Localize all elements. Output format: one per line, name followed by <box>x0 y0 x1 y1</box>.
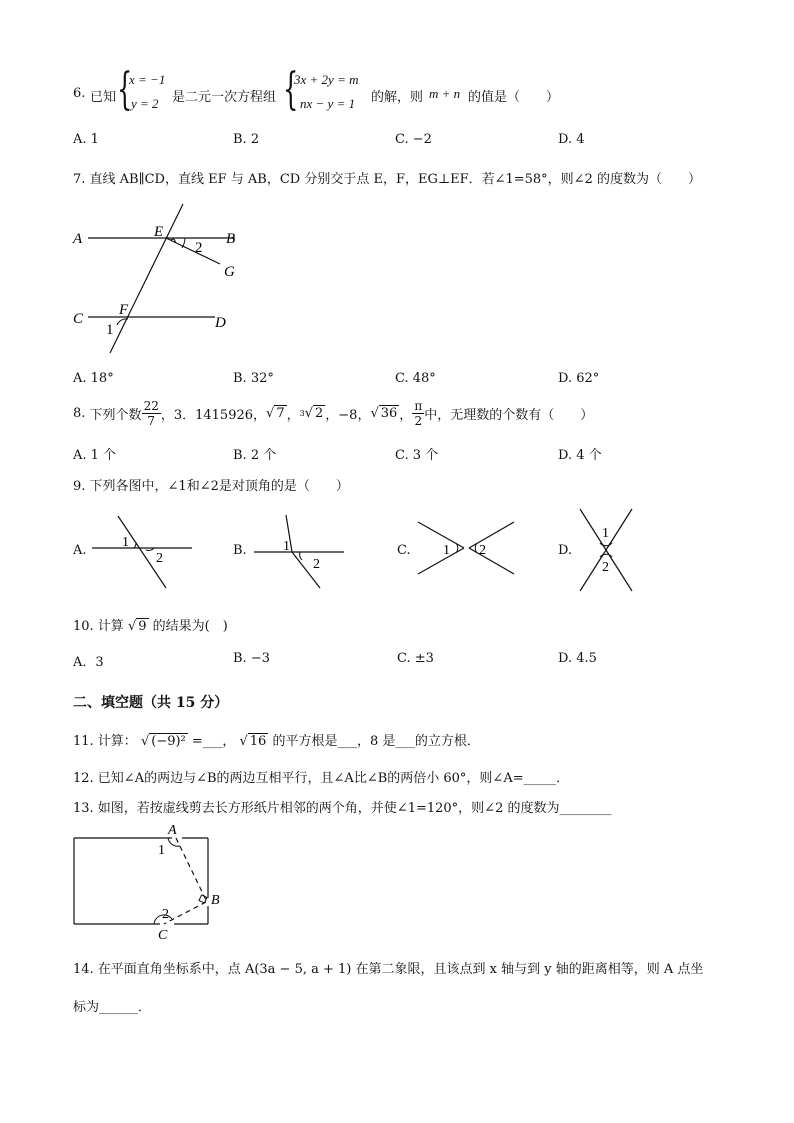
q9-figure-b <box>250 512 350 592</box>
q8-option-a: A. 1 个 <box>73 448 117 463</box>
q6-option-d: D. 4 <box>558 132 585 147</box>
q10-text-1: 10. 计算 <box>73 619 124 634</box>
q6-option-c: C. −2 <box>395 132 432 147</box>
q9b-label-1: 1 <box>283 539 290 554</box>
q9-option-a-letter: A. <box>73 543 87 558</box>
q7-option-b: B. 32° <box>233 371 274 386</box>
sqrt-icon: √ <box>370 405 379 421</box>
q9-figure-a <box>88 512 198 592</box>
sqrt-icon: √ <box>266 405 275 421</box>
q11-root2: 16 <box>249 734 267 749</box>
q9a-label-1: 1 <box>122 535 129 550</box>
q8-root2: 2 <box>315 406 324 421</box>
q6-text-3: 的解，则 <box>371 90 424 105</box>
q9-option-d-letter: D. <box>558 543 573 558</box>
q9d-label-1: 1 <box>602 526 609 541</box>
q13-text: 13. 如图，若按虚线剪去长方形纸片相邻的两个角，并使∠1=120°，则∠2 的度数为________ <box>73 801 612 816</box>
q11-line <box>73 730 480 749</box>
q8-fraction-22-7 <box>142 399 161 428</box>
q14-line-2: 标为______． <box>73 1000 152 1015</box>
q8-root3: 36 <box>380 406 398 421</box>
q11-text-3: 的平方根是___，8 是___的立方根． <box>272 734 480 749</box>
q8-option-c: C. 3 个 <box>395 448 439 463</box>
q7-option-c: C. 48° <box>395 371 436 386</box>
q11-text-1: 11. 计算： <box>73 734 137 749</box>
q7-label-a: A <box>73 231 83 247</box>
q9-option-c-letter: C. <box>397 543 411 558</box>
sqrt-icon: √ <box>140 734 150 749</box>
q7-label-b: B <box>226 231 236 247</box>
q13-label-b: B <box>211 893 220 908</box>
q13-label-1: 1 <box>158 843 165 858</box>
q6-text-2: 是二元一次方程组 <box>172 90 277 105</box>
q8-frac2-den: 2 <box>414 413 423 428</box>
q8-option-d: D. 4 个 <box>558 448 602 463</box>
q6-system1-eq1: x = −1 <box>129 72 166 87</box>
q14-line-1: 14. 在平面直角坐标系中，点 A(3a − 5, a + 1) 在第二象限，且该点到 x 轴与到 y 轴的距离相等，则 A 点坐 <box>73 962 704 977</box>
sqrt-icon: √ <box>239 734 248 749</box>
left-brace-icon: { <box>283 64 299 115</box>
q9-option-b-letter: B. <box>233 543 247 558</box>
q13-label-c: C <box>158 928 168 943</box>
q6-text-1: 已知 <box>90 90 117 105</box>
q8-frac1-num: 22 <box>143 398 159 413</box>
q6-option-a: A. 1 <box>73 132 99 147</box>
q7-label-d: D <box>215 315 226 331</box>
q8-fraction-pi-2 <box>412 399 424 428</box>
q8-option-b: B. 2 个 <box>233 448 277 463</box>
q8-line: 8. 下列个数 $\frac{22}{7}$ ，3．1415926， √ 7 ， 3 √ 2 ，−8， √ 36 ， $\frac{\pi}{2}$ 中，无理数的个数有（ ） <box>73 398 594 428</box>
section-title: 二、填空题（共 15 分） <box>73 695 229 711</box>
q10-line <box>73 615 228 634</box>
q6-system2-eq2: nx − y = 1 <box>300 96 356 111</box>
q13-label-2: 2 <box>162 907 169 922</box>
sqrt-icon: √ <box>304 405 313 421</box>
q13-figure <box>70 822 230 944</box>
q12-text: 12. 已知∠A的两边与∠B的两边互相平行，且∠A比∠B的两倍小 60°，则∠A=_____． <box>73 771 570 786</box>
q6-expression: m + n <box>429 86 461 101</box>
q7-text: 7. 直线 AB∥CD，直线 EF 与 AB，CD 分别交于点 E，F，EG⊥EF．若∠1=58°，则∠2 的度数为（ ） <box>73 172 701 187</box>
q8-frac2-num: π <box>414 398 423 413</box>
q9-figure-d <box>576 505 636 595</box>
q8-frac1-den: 7 <box>147 413 156 428</box>
q7-label-1: 1 <box>106 322 114 338</box>
sqrt-icon: √ <box>127 619 137 634</box>
q6-option-b: B. 2 <box>233 132 260 147</box>
q11-root1: (−9)² <box>151 734 186 749</box>
q8-text-1: 下列个数 <box>89 407 142 423</box>
q10-text-2: 的结果为( ) <box>152 619 228 634</box>
q8-text-2: 中，无理数的个数有（ ） <box>424 407 594 423</box>
q7-label-2: 2 <box>195 240 203 256</box>
q9d-label-2: 2 <box>602 560 609 575</box>
q10-root: 9 <box>138 619 147 634</box>
q9-figure-c <box>414 518 518 578</box>
q8-list: ，3．1415926， <box>160 407 267 423</box>
q13-label-a: A <box>168 823 177 838</box>
q6-number: 6. <box>73 86 86 101</box>
q7-label-c: C <box>73 311 84 327</box>
q10-option-c: C. ±3 <box>397 651 434 666</box>
q9c-label-1: 1 <box>443 543 450 558</box>
q8-negative: ，−8， <box>325 407 371 423</box>
q7-label-f: F <box>119 302 129 318</box>
q10-option-a: A．3 <box>73 655 104 670</box>
q6-text-4: 的值是（ ） <box>468 90 560 105</box>
q9a-label-2: 2 <box>156 551 163 566</box>
q6-system1-eq2: y = 2 <box>131 96 159 111</box>
q7-option-a: A. 18° <box>73 371 114 386</box>
q8-number: 8. <box>73 405 86 421</box>
q8-root1: 7 <box>276 406 285 421</box>
q10-option-d: D. 4.5 <box>558 651 597 666</box>
q10-option-b: B. −3 <box>233 651 270 666</box>
q11-text-2: =___， <box>191 734 236 749</box>
q9-text: 9. 下列各图中，∠1和∠2是对顶角的是（ ） <box>73 479 349 494</box>
q9b-label-2: 2 <box>313 557 320 572</box>
q9c-label-2: 2 <box>479 543 486 558</box>
q7-option-d: D. 62° <box>558 371 600 386</box>
q7-label-e: E <box>154 224 164 240</box>
left-brace-icon: { <box>117 64 133 115</box>
q7-figure <box>70 198 250 358</box>
q6-system2-eq1: 3x + 2y = m <box>294 72 359 87</box>
q7-label-g: G <box>224 264 235 280</box>
q8-root2-index: 3 <box>299 408 305 418</box>
